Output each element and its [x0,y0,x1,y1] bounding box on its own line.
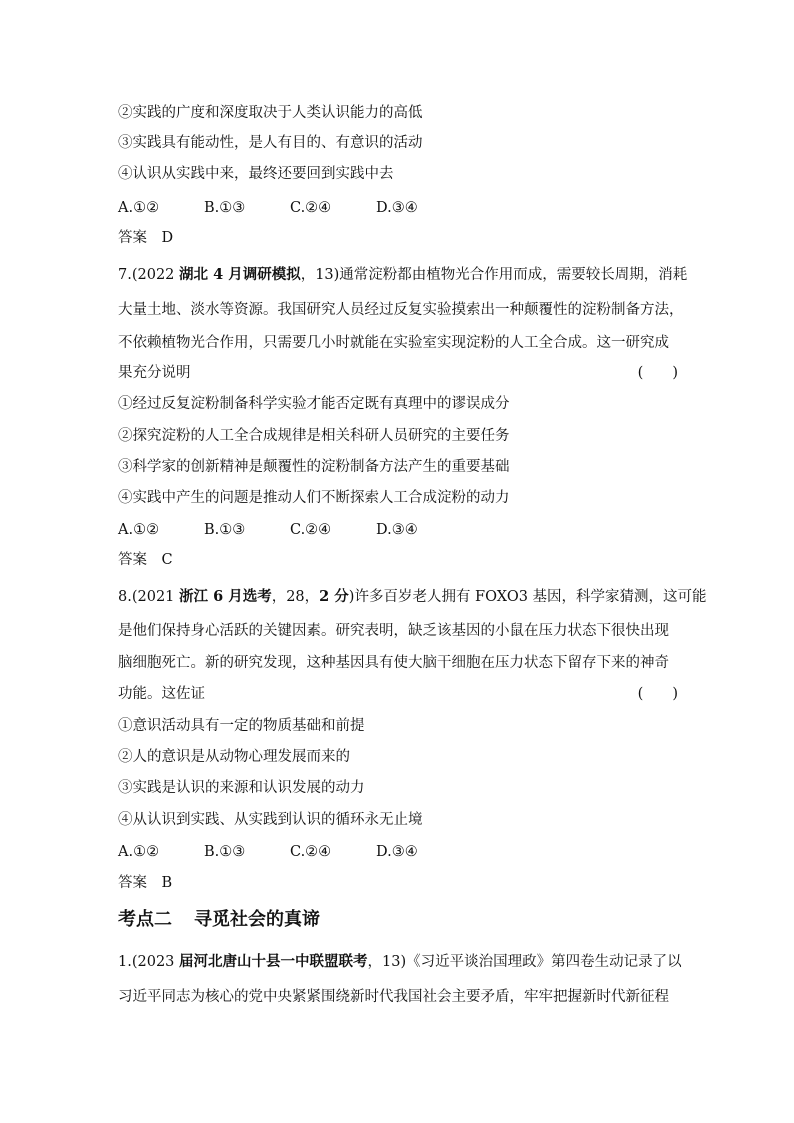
question-7-stem [118,265,688,285]
option-c: C.②④ [290,200,332,216]
statement-item: ③实践具有能动性，是人有目的、有意识的活动 [118,135,423,151]
question-text-line: 脑细胞死亡。新的研究发现，这种基因具有使大脑干细胞在压力状态下留存下来的神奇 [118,655,669,671]
statement-item: ④从认识到实践、从实践到认识的循环永无止境 [118,812,423,828]
option-a: A.①② [118,522,160,538]
question-text: 果充分说明 [118,365,191,381]
option-d: D.③④ [376,844,418,860]
question-number: 1.(2023 [118,954,180,970]
question-text: 功能。这佐证 [118,686,205,702]
question-text: ，28， [271,589,320,605]
answer-options [118,520,678,540]
question-8-stem [118,587,707,607]
statement-item: ③实践是认识的来源和认识发展的动力 [118,780,365,796]
statement-item: ②人的意识是从动物心理发展而来的 [118,749,350,765]
statement-item: ②探究淀粉的人工全合成规律是相关科研人员研究的主要任务 [118,428,510,444]
answer-line: 答案 D [118,230,174,246]
option-d: D.③④ [376,522,418,538]
statement-item: ④认识从实践中来，最终还要回到实践中去 [118,166,394,182]
statement-item: ①经过反复淀粉制备科学实验才能否定既有真理中的谬误成分 [118,396,510,412]
answer-line: 答案 B [118,875,173,891]
section-title: 寻觅社会的真谛 [194,909,320,930]
question-source: 届河北唐山十县一中联盟联考 [179,953,368,970]
option-a: A.①② [118,844,160,860]
question-number: 8.(2021 [118,589,180,605]
question-text: ，13)通常淀粉都由植物光合作用而成，需要较长周期，消耗 [300,267,688,283]
statement-item: ③科学家的创新精神是颠覆性的淀粉制备方法产生的重要基础 [118,459,510,475]
answer-options [118,842,678,862]
question-text: )许多百岁老人拥有 FOXO3 基因，科学家猜测，这可能 [348,589,707,605]
answer-blank: ( ) [637,686,678,702]
question-text-line [118,363,678,383]
option-d: D.③④ [376,200,418,216]
statement-item: ②实践的广度和深度取决于人类认识能力的高低 [118,105,423,121]
question-text-line: 不依赖植物光合作用，只需要几小时就能在实验室实现淀粉的人工全合成。这一研究成 [118,335,669,351]
section-heading [118,908,320,932]
question-score: 2 分 [319,588,349,605]
answer-line: 答案 C [118,552,173,568]
answer-options [118,198,678,218]
section-label: 考点二 [118,909,172,930]
option-b: B.①③ [204,522,246,538]
question-source: 浙江 6 月选考 [179,588,272,605]
option-c: C.②④ [290,844,332,860]
question-number: 7.(2022 [118,267,180,283]
statement-item: ④实践中产生的问题是推动人们不断探索人工合成淀粉的动力 [118,490,510,506]
option-c: C.②④ [290,522,332,538]
question-text-line: 习近平同志为核心的党中央紧紧围绕新时代我国社会主要矛盾，牢牢把握新时代新征程 [118,989,669,1005]
question-source: 湖北 4 月调研模拟 [179,266,301,283]
question-text-line [118,684,678,704]
option-b: B.①③ [204,844,246,860]
question-1-stem [118,952,682,972]
question-text-line: 大量土地、淡水等资源。我国研究人员经过反复实验摸索出一种颠覆性的淀粉制备方法， [118,302,684,318]
option-a: A.①② [118,200,160,216]
question-text-line: 是他们保持身心活跃的关键因素。研究表明，缺乏该基因的小鼠在压力状态下很快出现 [118,623,669,639]
question-text: ，13)《习近平谈治国理政》第四卷生动记录了以 [367,954,682,970]
statement-item: ①意识活动具有一定的物质基础和前提 [118,718,365,734]
answer-blank: ( ) [637,365,678,381]
option-b: B.①③ [204,200,246,216]
